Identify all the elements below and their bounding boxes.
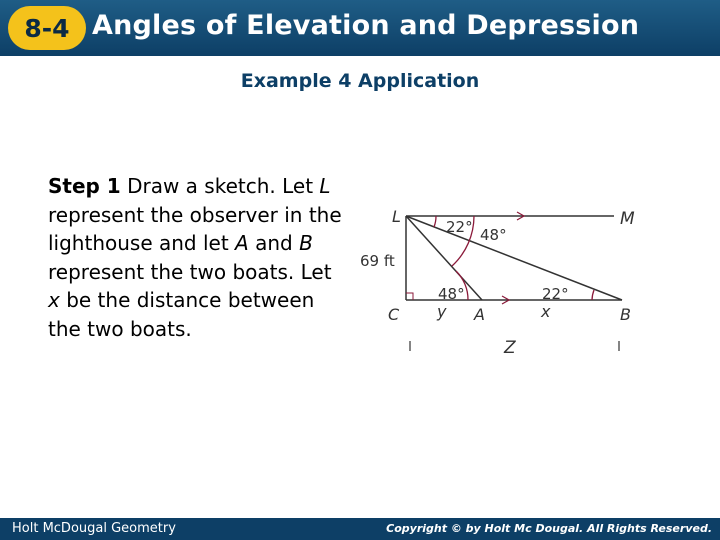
- label-C: C: [388, 305, 400, 324]
- label-x: x: [541, 302, 551, 321]
- step-text-5: be the distance between the two boats.: [48, 288, 315, 341]
- example-heading: Example 4 Application: [240, 70, 480, 92]
- angle-arc-22-top: [434, 216, 436, 227]
- lesson-badge: 8-4: [8, 6, 86, 50]
- right-angle-marker: [406, 293, 413, 300]
- var-x: x: [48, 288, 60, 312]
- label-A: A: [474, 305, 485, 324]
- angle-arc-22-bottom: [592, 290, 594, 300]
- footer-copyright: Copyright © by Holt Mc Dougal. All Rights Reserved.: [386, 522, 712, 535]
- var-L: L: [319, 174, 331, 198]
- var-A: A: [235, 231, 249, 255]
- step-text-3: and: [248, 231, 300, 255]
- title-bar: [0, 0, 720, 56]
- step-text-1: Draw a sketch. Let: [120, 174, 320, 198]
- lesson-title: Angles of Elevation and Depression: [92, 10, 640, 41]
- label-M: M: [620, 209, 635, 229]
- step-text-2: represent the observer in the lighthouse and let: [48, 202, 342, 255]
- label-angle-22-bottom: 22°: [542, 285, 569, 303]
- label-Z: Z: [504, 338, 516, 358]
- label-B: B: [620, 305, 631, 324]
- label-L: L: [392, 207, 401, 226]
- label-angle-22-top: 22°: [446, 218, 473, 236]
- label-angle-48-bottom: 48°: [438, 285, 465, 303]
- step-label: Step 1: [48, 174, 121, 198]
- var-B: B: [299, 231, 313, 255]
- footer-bar: [0, 518, 720, 540]
- step-1-text: [48, 172, 348, 343]
- label-angle-48-top: 48°: [480, 226, 507, 244]
- label-y: y: [437, 302, 447, 321]
- footer-publisher: Holt McDougal Geometry: [12, 521, 176, 536]
- label-height: 69 ft: [360, 252, 395, 270]
- lighthouse-diagram: [350, 196, 650, 366]
- step-text-4: represent the two boats. Let: [48, 259, 332, 284]
